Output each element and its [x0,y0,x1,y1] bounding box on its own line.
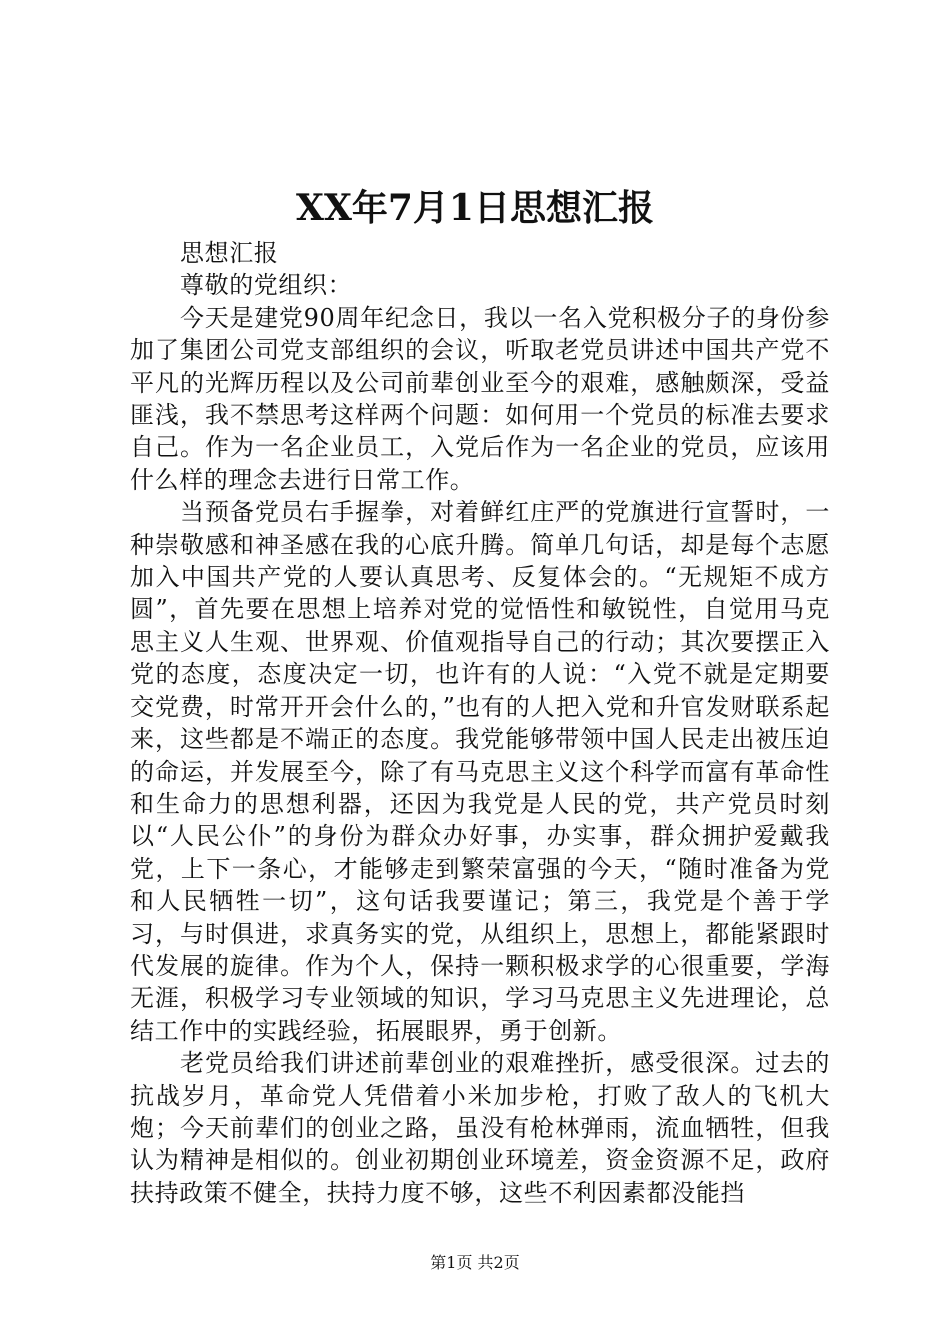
report-heading: 思想汇报 [180,239,279,267]
body-paragraph: 今天是建党90周年纪念日，我以一名入党积极分子的身份参加了集团公司党支部组织的会议，听取老党员讲述中国共产党不平凡的光辉历程以及公司前辈创业至今的艰难，感触颇深，受益匪浅，我不禁思考这样两个问题：如何用一个党员的标准去要求自己。作为一名企业员工，入党后作为一名企业的党员，应该用什么样的理念去进行日常工作。 [130,303,830,494]
body-paragraph: 老党员给我们讲述前辈创业的艰难挫折，感受很深。过去的抗战岁月，革命党人凭借着小米加步枪，打败了敌人的飞机大炮；今天前辈们的创业之路，虽没有枪林弹雨，流血牺牲，但我认为精神是相似的。创业初期创业环境差，资金资源不足，政府扶持政策不健全，扶持力度不够，这些不利因素都没能挡 [130,1049,830,1207]
salutation: 尊敬的党组织： [180,271,353,300]
body-paragraph: 当预备党员右手握拳，对着鲜红庄严的党旗进行宣誓时，一种崇敬感和神圣感在我的心底升腾。简单几句话，却是每个志愿加入中国共产党的人要认真思考、反复体会的。“无规矩不成方圆”，首先要在思想上培养对党的觉悟性和敏锐性，自觉用马克思主义人生观、世界观、价值观指导自己的行动；其次要摆正入党的态度，态度决定一切，也许有的人说：“入党不就是定期要交党费，时常开开会什么的，”也有的人把入党和升官发财联系起来，这些都是不端正的态度。我党能够带领中国人民走出被压迫的命运，并发展至今，除了有马克思主义这个科学而富有革命性和生命力的思想利器，还因为我党是人民的党，共产党员时刻以“人民公仆”的身份为群众办好事，办实事，群众拥护爱戴我党，上下一条心，才能够走到繁荣富强的今天，“随时准备为党和人民牺牲一切”，这句话我要谨记；第三，我党是个善于学习，与时俱进，求真务实的党，从组织上，思想上，都能紧跟时代发展的旋律。作为个人，保持一颗积极求学的心很重要，学海无涯，积极学习专业领域的知识，学习马克思主义先进理论，总结工作中的实践经验，拓展眼界，勇于创新。 [130,498,830,1045]
document-title: XX年7月1日思想汇报 [296,187,654,229]
page-number-footer: 第1页 共2页 [430,1253,520,1272]
document-body [130,237,830,1209]
